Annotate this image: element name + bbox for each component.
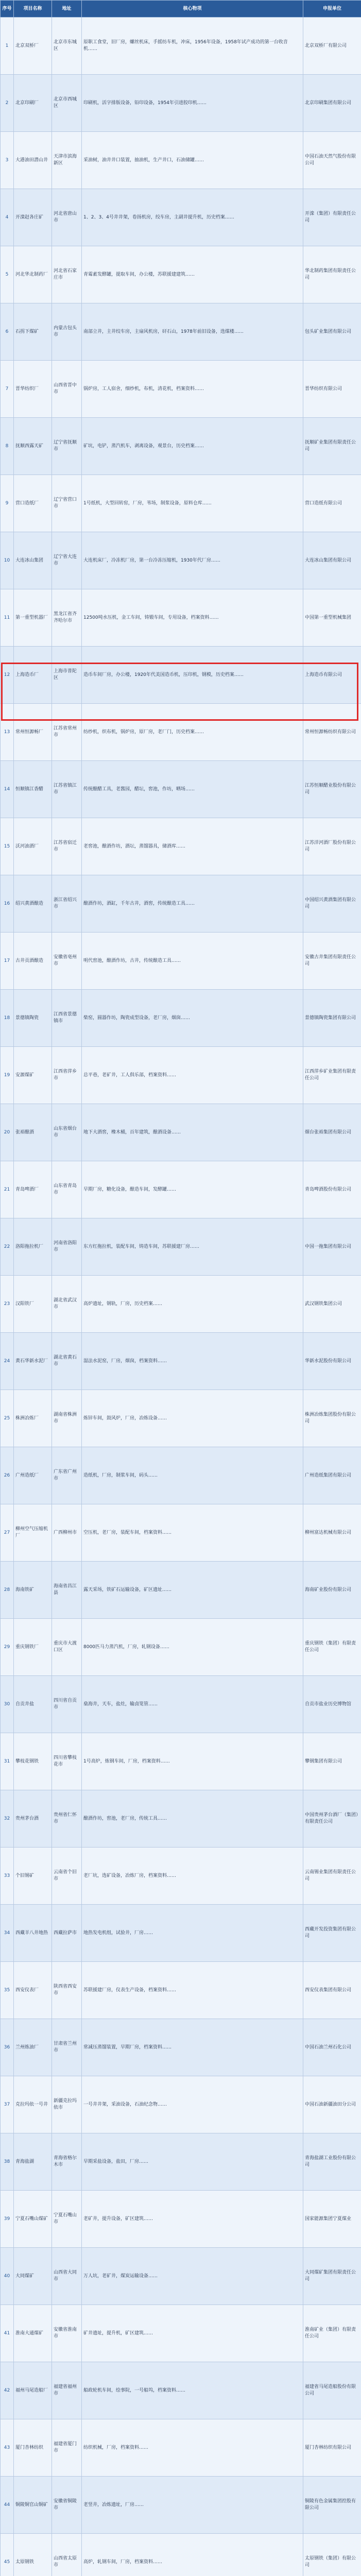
table-row [1, 75, 361, 132]
row-address: 黑龙江省齐齐哈尔市 [52, 589, 82, 647]
row-core-items: 南部立井，主井绞车房，主扇风机房，矸石山，1978年前旧设备，选煤楼…… [82, 303, 303, 361]
row-number: 3 [1, 132, 14, 189]
row-applicant: 中国第一重型机械集团 [303, 589, 361, 647]
row-address: 江苏省宿迁市 [52, 818, 82, 875]
row-address: 湖南省株洲市 [52, 1390, 82, 1447]
row-core-items: 老窖池，酿酒作坊，酒坛，蒸馏器具，储酒库…… [82, 818, 303, 875]
table-row [1, 18, 361, 75]
table-row [1, 2191, 361, 2248]
table-row [1, 303, 361, 361]
row-number: 23 [1, 1276, 14, 1333]
row-applicant: 自贡市盐业历史博物馆 [303, 1676, 361, 1733]
table-row [1, 1848, 361, 1905]
row-applicant: 北京印刷集团有限公司 [303, 75, 361, 132]
row-address: 广东省广州市 [52, 1447, 82, 1504]
row-project-name: 太原钢铁 [14, 2534, 52, 2576]
row-address: 青海省格尔木市 [52, 2133, 82, 2191]
row-applicant: 华北制药集团有限责任公司 [303, 246, 361, 303]
row-number: 7 [1, 361, 14, 418]
row-number: 13 [1, 704, 14, 761]
row-number: 1 [1, 18, 14, 75]
row-core-items: 老竖井，冶炼遗址，厂房…… [82, 2477, 303, 2534]
row-number: 14 [1, 761, 14, 818]
row-core-items: 纺织机械，厂房，档案资料…… [82, 2419, 303, 2477]
row-address: 西藏拉萨市 [52, 1905, 82, 1962]
row-number: 11 [1, 589, 14, 647]
row-project-name: 绍兴黄酒酿造 [14, 875, 52, 933]
row-address: 江西省景德镇市 [52, 990, 82, 1047]
row-number: 37 [1, 2076, 14, 2133]
row-core-items: 酿酒作坊，酒缸，千年古井，酒窖，传统酿造工具…… [82, 875, 303, 933]
row-number: 40 [1, 2248, 14, 2305]
row-address: 辽宁省抚顺市 [52, 418, 82, 475]
table-row [1, 933, 361, 990]
row-address: 河南省洛阳市 [52, 1218, 82, 1276]
row-project-name: 西藏羊八井地热 [14, 1905, 52, 1962]
row-address: 山西省晋中市 [52, 361, 82, 418]
row-project-name: 株洲冶炼厂 [14, 1390, 52, 1447]
row-project-name: 福州马尾造船厂 [14, 2362, 52, 2419]
row-applicant: 烟台张裕集团有限公司 [303, 1104, 361, 1161]
row-number: 2 [1, 75, 14, 132]
table-row [1, 761, 361, 818]
row-applicant: 抚顺矿业集团有限责任公司 [303, 418, 361, 475]
row-project-name: 广州造纸厂 [14, 1447, 52, 1504]
header-project-name: 项目名称 [14, 1, 52, 18]
row-address: 辽宁省大连市 [52, 532, 82, 589]
row-applicant: 安徽古井集团有限责任公司 [303, 933, 361, 990]
table-row [1, 189, 361, 246]
row-applicant: 中国石油天然气股份有限公司 [303, 132, 361, 189]
row-core-items: 湿法水泥窑，厂房，烟囱，档案资料…… [82, 1333, 303, 1390]
row-address: 安徽省淮南市 [52, 2305, 82, 2362]
row-core-items: 印刷机，活字排版设备，铅印设备，1954年引进胶印机…… [82, 75, 303, 132]
row-project-name: 安源煤矿 [14, 1047, 52, 1104]
table-row [1, 1104, 361, 1161]
table-header-row [1, 1, 361, 18]
row-project-name: 北京双桥厂 [14, 18, 52, 75]
row-project-name: 洛阳拖拉机厂 [14, 1218, 52, 1276]
row-project-name: 抚顺西露天矿 [14, 418, 52, 475]
table-row [1, 1447, 361, 1504]
row-project-name: 常州恒源畅厂 [14, 704, 52, 761]
row-number: 25 [1, 1390, 14, 1447]
row-address: 湖北省黄石市 [52, 1333, 82, 1390]
row-project-name: 贵州茅台酒 [14, 1790, 52, 1848]
row-applicant: 铜陵有色金属集团控股有限公司 [303, 2477, 361, 2534]
row-applicant: 太原钢铁（集团）有限公司 [303, 2534, 361, 2576]
row-applicant: 常州恒源畅纺织有限公司 [303, 704, 361, 761]
row-applicant: 大连冰山集团有限公司 [303, 532, 361, 589]
row-number: 33 [1, 1848, 14, 1905]
row-number: 9 [1, 475, 14, 532]
row-address: 浙江省绍兴市 [52, 875, 82, 933]
table-row [1, 1333, 361, 1390]
row-core-items: 东方红拖拉机，装配车间，铸造车间，苏联援建厂房…… [82, 1218, 303, 1276]
row-core-items: 纺纱机，织布机，锅炉房，原厂房，老厂门，历史档案…… [82, 704, 303, 761]
row-number: 44 [1, 2477, 14, 2534]
row-address: 北京市东城区 [52, 18, 82, 75]
row-project-name: 晋华纺织厂 [14, 361, 52, 418]
row-core-items: 早期采盐设备，盐田，厂房…… [82, 2133, 303, 2191]
row-applicant: 广州造纸集团有限公司 [303, 1447, 361, 1504]
row-address: 四川省攀枝花市 [52, 1733, 82, 1790]
table-row [1, 418, 361, 475]
table-row [1, 1504, 361, 1562]
row-project-name: 开滦赵各庄矿 [14, 189, 52, 246]
table-row [1, 2248, 361, 2305]
row-address: 安徽省亳州市 [52, 933, 82, 990]
row-core-items: 燊海井，天车，盐灶，输卤笕管…… [82, 1676, 303, 1733]
table-row [1, 1562, 361, 1619]
row-applicant: 青岛啤酒股份有限公司 [303, 1161, 361, 1218]
row-number: 20 [1, 1104, 14, 1161]
row-number: 36 [1, 2019, 14, 2076]
row-project-name: 克拉玛依一号井 [14, 2076, 52, 2133]
row-address: 内蒙古包头市 [52, 303, 82, 361]
row-applicant: 上海造币有限公司 [303, 647, 361, 704]
table-row [1, 1161, 361, 1218]
row-number: 42 [1, 2362, 14, 2419]
row-core-items: 一号井井架，采油设备，石油纪念物…… [82, 2076, 303, 2133]
row-applicant: 包头矿业集团有限公司 [303, 303, 361, 361]
row-number: 16 [1, 875, 14, 933]
row-address: 上海市普陀区 [52, 647, 82, 704]
row-address: 北京市西城区 [52, 75, 82, 132]
row-core-items: 常减压蒸馏装置，早期厂房，档案资料…… [82, 2019, 303, 2076]
row-address: 山东省青岛市 [52, 1161, 82, 1218]
table-row [1, 2534, 361, 2576]
row-applicant: 晋华纺织有限公司 [303, 361, 361, 418]
row-core-items: 传统酿醋工具，老酱园，醋坛，窖池，作坊，晒场…… [82, 761, 303, 818]
table-row [1, 990, 361, 1047]
table-row [1, 2477, 361, 2534]
row-project-name: 石拐下煤矿 [14, 303, 52, 361]
table-row [1, 647, 361, 704]
header-applicant: 申报单位 [303, 1, 361, 18]
header-address: 地址 [52, 1, 82, 18]
row-core-items: 造纸机，厂房，制浆车间，码头…… [82, 1447, 303, 1504]
row-core-items: 苏联援建厂房，仪表生产设备，档案资料…… [82, 1962, 303, 2019]
row-number: 4 [1, 189, 14, 246]
table-row [1, 2076, 361, 2133]
row-core-items: 酿酒作坊，窖池，老厂房，传统工具…… [82, 1790, 303, 1848]
row-project-name: 青海盐湖 [14, 2133, 52, 2191]
row-number: 34 [1, 1905, 14, 1962]
row-address: 贵州省仁怀市 [52, 1790, 82, 1848]
row-core-items: 老厂坑，选矿设备，冶炼厂房，档案资料…… [82, 1848, 303, 1905]
table-row [1, 2019, 361, 2076]
table-row [1, 1790, 361, 1848]
row-number: 39 [1, 2191, 14, 2248]
row-number: 17 [1, 933, 14, 990]
row-applicant: 攀钢集团有限公司 [303, 1733, 361, 1790]
table-row [1, 1733, 361, 1790]
row-number: 10 [1, 532, 14, 589]
row-applicant: 淮南矿业（集团）有限责任公司 [303, 2305, 361, 2362]
row-address: 辽宁省营口市 [52, 475, 82, 532]
row-number: 43 [1, 2419, 14, 2477]
row-number: 5 [1, 246, 14, 303]
row-core-items: 矿坑，电铲，蒸汽机车，剥离设备，观景台，历史档案…… [82, 418, 303, 475]
row-address: 江苏省镇江市 [52, 761, 82, 818]
row-number: 32 [1, 1790, 14, 1848]
row-address: 河北省石家庄市 [52, 246, 82, 303]
row-address: 江苏省常州市 [52, 704, 82, 761]
row-number: 8 [1, 418, 14, 475]
row-applicant: 大同煤矿集团有限责任公司 [303, 2248, 361, 2305]
row-project-name: 营口造纸厂 [14, 475, 52, 532]
header-core-items: 核心物项 [82, 1, 303, 18]
row-project-name: 淮南大通煤矿 [14, 2305, 52, 2362]
row-address: 云南省个旧市 [52, 1848, 82, 1905]
row-core-items: 12500吨水压机，金工车间，铸锻车间，专用设备，档案资料…… [82, 589, 303, 647]
row-applicant: 景德镇陶瓷集团有限公司 [303, 990, 361, 1047]
row-address: 陕西省西安市 [52, 1962, 82, 2019]
row-project-name: 上海造币厂 [14, 647, 52, 704]
row-core-items: 万人坑，老矿井，煤炭运输设备…… [82, 2248, 303, 2305]
table-row [1, 361, 361, 418]
row-applicant: 华新水泥股份有限公司 [303, 1333, 361, 1390]
table-row [1, 1276, 361, 1333]
row-project-name: 厦门杏林纺织 [14, 2419, 52, 2477]
row-core-items: 地下大酒窖，橡木桶，百年建筑，酿酒设备…… [82, 1104, 303, 1161]
table-row [1, 2133, 361, 2191]
row-address: 湖北省武汉市 [52, 1276, 82, 1333]
row-applicant: 重庆钢铁（集团）有限责任公司 [303, 1619, 361, 1676]
table-row [1, 2305, 361, 2362]
row-core-items: 1号纸机，大型回转窑，厂房，苇场，制浆设备，原料仓库…… [82, 475, 303, 532]
row-core-items: 柴窑，圆器作坊，陶瓷成型设备，老厂房，烟囱…… [82, 990, 303, 1047]
row-address: 宁夏石嘴山市 [52, 2191, 82, 2248]
row-project-name: 铜陵铜官山铜矿 [14, 2477, 52, 2534]
row-project-name: 西安仪表厂 [14, 1962, 52, 2019]
row-core-items: 空压机，老厂房，装配车间，档案资料…… [82, 1504, 303, 1562]
row-core-items: 大连机床厂，冷冻机厂房，第一台冷冻压缩机，1930年代厂房…… [82, 532, 303, 589]
row-core-items: 高炉，轧钢车间，厂房，档案资料…… [82, 2534, 303, 2576]
row-address: 广西柳州市 [52, 1504, 82, 1562]
row-core-items: 1、2、3、4号井井架，卷扬机房，绞车房，主副井提升机，历史档案…… [82, 189, 303, 246]
row-project-name: 北京印刷厂 [14, 75, 52, 132]
row-applicant: 厦门杏林纺织有限公司 [303, 2419, 361, 2477]
row-applicant: 株洲冶炼集团股份有限公司 [303, 1390, 361, 1447]
row-address: 福建省福州市 [52, 2362, 82, 2419]
row-number: 12 [1, 647, 14, 704]
row-applicant: 国家能源集团宁夏煤业 [303, 2191, 361, 2248]
row-address: 四川省自贡市 [52, 1676, 82, 1733]
row-address: 重庆市大渡口区 [52, 1619, 82, 1676]
row-address: 山东省烟台市 [52, 1104, 82, 1161]
row-address: 海南省昌江县 [52, 1562, 82, 1619]
table-row [1, 818, 361, 875]
row-core-items: 原职工食堂，旧厂房，螺丝机床，手摇纺车机，冲床，1956年设备，1958年试产成功的第一台收音机…… [82, 18, 303, 75]
row-core-items: 船政轮机车间，绘事院，一号船坞，档案资料…… [82, 2362, 303, 2419]
table-row [1, 1619, 361, 1676]
table-row [1, 589, 361, 647]
table-row [1, 1047, 361, 1104]
row-number: 35 [1, 1962, 14, 2019]
row-applicant: 武汉钢铁集团公司 [303, 1276, 361, 1333]
row-project-name: 恒顺镇江香醋 [14, 761, 52, 818]
table-row [1, 1905, 361, 1962]
row-core-items: 1号高炉，炼钢车间，厂房，档案资料…… [82, 1733, 303, 1790]
table-row [1, 475, 361, 532]
row-project-name: 柳州空气压缩机厂 [14, 1504, 52, 1562]
table-row [1, 1218, 361, 1276]
row-number: 19 [1, 1047, 14, 1104]
table-row [1, 532, 361, 589]
row-core-items: 早期厂房，糖化设备，酿造车间，发酵罐…… [82, 1161, 303, 1218]
row-applicant: 开滦（集团）有限责任公司 [303, 189, 361, 246]
row-project-name: 重庆钢铁厂 [14, 1619, 52, 1676]
row-number: 15 [1, 818, 14, 875]
row-project-name: 宁夏石嘴山煤矿 [14, 2191, 52, 2248]
row-applicant: 北京双桥厂有限公司 [303, 18, 361, 75]
row-core-items: 老矿井，提升设备，矿区建筑…… [82, 2191, 303, 2248]
table-body [1, 18, 361, 2576]
row-core-items: 矿井遗址，提升机，矿区建筑…… [82, 2305, 303, 2362]
row-project-name: 汉阳铁厂 [14, 1276, 52, 1333]
row-project-name: 河北华北制药厂 [14, 246, 52, 303]
row-applicant: 云南锡业集团有限责任公司 [303, 1848, 361, 1905]
row-core-items: 总平巷，老矿井，工人俱乐部，档案资料…… [82, 1047, 303, 1104]
row-number: 28 [1, 1562, 14, 1619]
row-address: 山西省大同市 [52, 2248, 82, 2305]
row-core-items: 明代窖池，酿酒作坊，古井，传统酿造工具…… [82, 933, 303, 990]
table-row [1, 1962, 361, 2019]
row-project-name: 个旧锡矿 [14, 1848, 52, 1905]
row-core-items: 炼锌车间，鼓风炉，厂房，冶炼设备…… [82, 1390, 303, 1447]
row-applicant: 营口造纸有限公司 [303, 475, 361, 532]
row-number: 30 [1, 1676, 14, 1733]
row-number: 6 [1, 303, 14, 361]
row-project-name: 攀枝花钢铁 [14, 1733, 52, 1790]
row-project-name: 古井贡酒酿造 [14, 933, 52, 990]
row-applicant: 江苏洋河酒厂股份有限公司 [303, 818, 361, 875]
row-applicant: 海南矿业股份有限公司 [303, 1562, 361, 1619]
row-address: 安徽省铜陵市 [52, 2477, 82, 2534]
row-address: 江西省萍乡市 [52, 1047, 82, 1104]
row-number: 29 [1, 1619, 14, 1676]
row-core-items: 地热发电机组，试验井，厂房…… [82, 1905, 303, 1962]
table-row [1, 875, 361, 933]
row-core-items: 采油树，油井井口装置，抽油机，生产井口，石油储罐…… [82, 132, 303, 189]
row-project-name: 大同煤矿 [14, 2248, 52, 2305]
row-project-name: 海南铁矿 [14, 1562, 52, 1619]
row-number: 27 [1, 1504, 14, 1562]
row-applicant: 青海盐湖工业股份有限公司 [303, 2133, 361, 2191]
row-number: 38 [1, 2133, 14, 2191]
row-address: 福建省厦门市 [52, 2419, 82, 2477]
row-project-name: 自贡井盐 [14, 1676, 52, 1733]
row-applicant: 中国贵州茅台酒厂（集团）有限责任公司 [303, 1790, 361, 1848]
row-project-name: 大连冰山集团 [14, 532, 52, 589]
row-project-name: 沃河油酒厂 [14, 818, 52, 875]
row-applicant: 中国石油兰州石化公司 [303, 2019, 361, 2076]
table-row [1, 2362, 361, 2419]
row-address: 天津市滨海新区 [52, 132, 82, 189]
row-project-name: 黄石华新水泥厂 [14, 1333, 52, 1390]
row-core-items: 锅炉房，工人宿舍，细纱机，布机，清花机，档案资料…… [82, 361, 303, 418]
row-project-name: 张裕酿酒 [14, 1104, 52, 1161]
row-number: 22 [1, 1218, 14, 1276]
header-number: 序号 [1, 1, 14, 18]
table-row [1, 1676, 361, 1733]
row-number: 31 [1, 1733, 14, 1790]
row-applicant: 柳州富达机械有限公司 [303, 1504, 361, 1562]
table-row [1, 246, 361, 303]
row-project-name: 景德镇陶瓷 [14, 990, 52, 1047]
row-applicant: 西安仪表集团有限公司 [303, 1962, 361, 2019]
row-address: 甘肃省兰州市 [52, 2019, 82, 2076]
table-row [1, 1390, 361, 1447]
row-project-name: 大港油田潜山井 [14, 132, 52, 189]
row-project-name: 兰州炼油厂 [14, 2019, 52, 2076]
row-applicant: 中国绍兴黄酒集团有限公司 [303, 875, 361, 933]
row-address: 新疆克拉玛依市 [52, 2076, 82, 2133]
row-number: 24 [1, 1333, 14, 1390]
row-core-items: 8000匹马力蒸汽机，厂房，轧钢设备…… [82, 1619, 303, 1676]
row-address: 山西省太原市 [52, 2534, 82, 2576]
row-applicant: 中国一拖集团有限公司 [303, 1218, 361, 1276]
table-row [1, 2419, 361, 2477]
table-row [1, 132, 361, 189]
row-number: 45 [1, 2534, 14, 2576]
row-core-items: 造币车间厂房，办公楼，1920年代美国造币机，压印机，钢模，历史档案…… [82, 647, 303, 704]
row-applicant: 江苏恒顺醋业股份有限公司 [303, 761, 361, 818]
row-core-items: 高炉遗址，钢轨，厂房，历史档案…… [82, 1276, 303, 1333]
row-core-items: 露天采场，铁矿石运输设备，矿区遗址…… [82, 1562, 303, 1619]
row-address: 河北省唐山市 [52, 189, 82, 246]
table-row [1, 704, 361, 761]
row-applicant: 福建省马尾造船股份有限公司 [303, 2362, 361, 2419]
row-applicant: 西藏开发投资集团有限公司 [303, 1905, 361, 1962]
row-project-name: 第一重型机器厂 [14, 589, 52, 647]
row-number: 26 [1, 1447, 14, 1504]
row-applicant: 中国石油新疆油田分公司 [303, 2076, 361, 2133]
row-number: 18 [1, 990, 14, 1047]
row-applicant: 江西萍乡矿业集团有限责任公司 [303, 1047, 361, 1104]
row-number: 21 [1, 1161, 14, 1218]
row-number: 41 [1, 2305, 14, 2362]
row-core-items: 青霉素发酵罐，提取车间，办公楼，苏联援建建筑…… [82, 246, 303, 303]
row-project-name: 青岛啤酒厂 [14, 1161, 52, 1218]
